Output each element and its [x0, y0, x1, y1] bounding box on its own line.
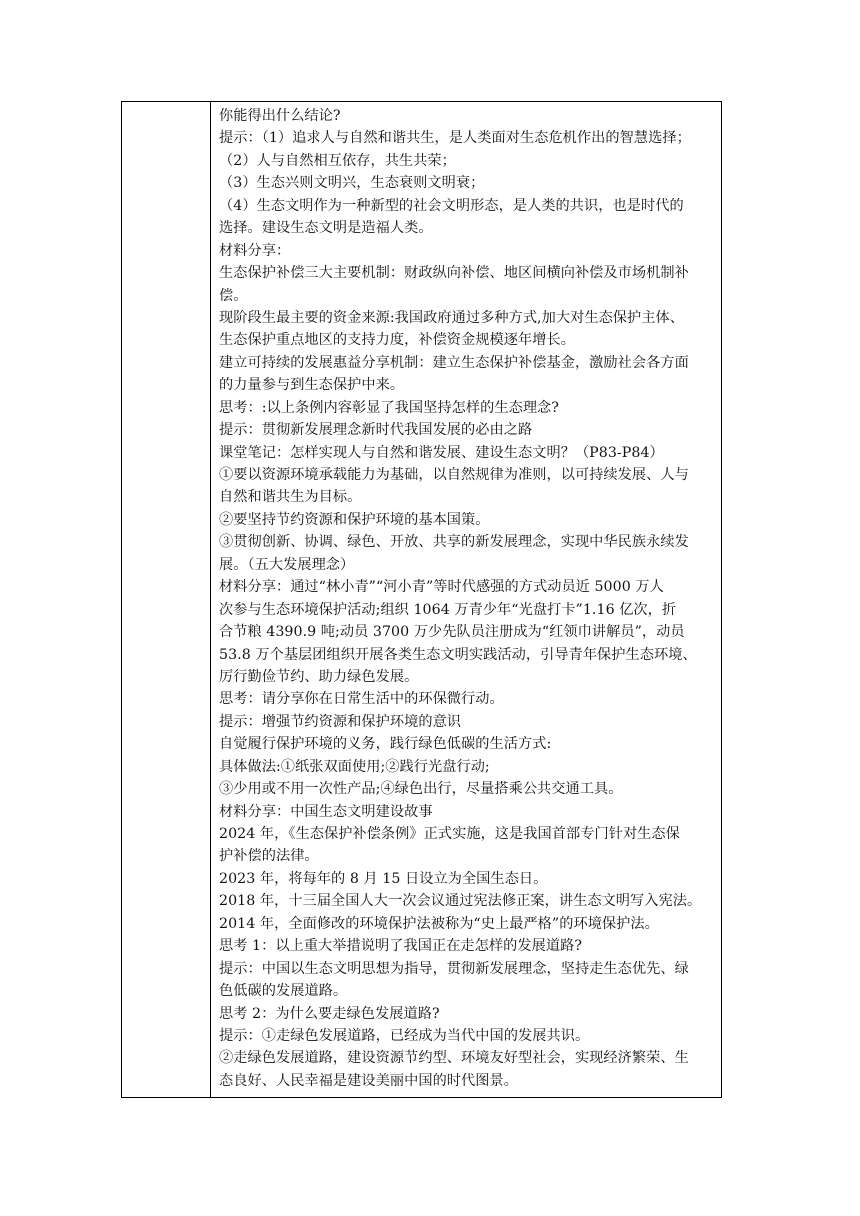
text-line: 2024 年，《生态保护补偿条例》正式实施，这是我国首部专门针对生态保 — [219, 826, 680, 842]
text-line: 生态保护重点地区的支持力度，补偿资金规模逐年增长。 — [219, 332, 575, 349]
text-line: 护补偿的法律。 — [219, 848, 319, 865]
text-line: ②要坚持节约资源和保护环境的基本国策。 — [219, 511, 490, 528]
text-line: （3）生态兴则文明兴，生态衰则文明衰； — [219, 175, 485, 192]
text-line: 合节粮 4390.9 吨;动员 3700 万少先队员注册成为“红领巾讲解员”，动员 — [219, 624, 685, 641]
text-line: 材料分享：通过“林小青”“河小青”等时代感强的方式动员近 5000 万人 — [219, 579, 664, 596]
text-line: （4）生态文明作为一种新型的社会文明形态，是人类的共识，也是时代的 — [219, 197, 684, 214]
text-line: 提示：增强节约资源和保护环境的意识 — [219, 713, 462, 730]
text-line: 的力量参与到生态保护中来。 — [219, 377, 405, 394]
left-column-cell — [122, 102, 211, 1097]
content-table — [121, 101, 722, 1098]
text-line: 自然和谐共生为目标。 — [219, 489, 362, 506]
text-line: 53.8 万个基层团组织开展各类生态文明实践活动，引导青年保护生态环境、 — [219, 646, 697, 663]
text-line: 生态保护补偿三大主要机制：财政纵向补偿、地区间横向补偿及市场机制补 — [219, 265, 689, 282]
text-line: 材料分享： — [219, 242, 291, 259]
text-line: 次参与生态环境保护活动;组织 1064 万青少年“光盘打卡”1.16 亿次，折 — [219, 601, 677, 618]
text-line: 思考：请分享你在日常生活中的环保微行动。 — [219, 691, 504, 708]
text-line: 思考 1：以上重大举措说明了我国正在走怎样的发展道路? — [219, 938, 582, 955]
text-line: 课堂笔记：怎样实现人与自然和谐发展、建设生态文明？（P83-P84） — [219, 444, 664, 461]
text-line: 偿。 — [219, 287, 248, 304]
text-line: 展。（五大发展理念） — [219, 556, 355, 573]
text-line: 提示：①走绿色发展道路，已经成为当代中国的发展共识。 — [219, 1027, 590, 1044]
text-line: ②走绿色发展道路，建设资源节约型、环境友好型社会，实现经济繁荣、生 — [219, 1050, 689, 1067]
text-line: （2）人与自然相互依存，共生共荣； — [219, 152, 456, 169]
text-line: ③少用或不用一次性产品;④绿色出行，尽量搭乘公共交通工具。 — [219, 781, 623, 798]
text-line: 2018 年，十三届全国人大一次会议通过宪法修正案，讲生态文明写入宪法。 — [219, 893, 702, 910]
text-line: 你能得出什么结论? — [219, 108, 341, 124]
text-line: 色低碳的发展道路。 — [219, 983, 348, 1000]
text-line: 提示：贯彻新发展理念新时代我国发展的必由之路 — [219, 422, 533, 439]
text-line: 2023 年，将每年的 8 月 15 日设立为全国生态日。 — [219, 870, 548, 887]
text-line: 现阶段生最主要的资金来源:我国政府通过多种方式,加大对生态保护主体、 — [219, 309, 684, 326]
text-line: 具体做法:①纸张双面使用;②践行光盘行动; — [219, 758, 490, 775]
text-line: 选择。建设生态文明是造福人类。 — [219, 220, 433, 237]
text-line: 提示：（1）追求人与自然和谐共生，是人类面对生态危机作出的智慧选择； — [219, 130, 691, 147]
text-line: 自觉履行保护环境的义务，践行绿色低碳的生活方式: — [219, 736, 552, 753]
text-line: ③贯彻创新、协调、绿色、开放、共享的新发展理念，实现中华民族永续发 — [219, 534, 689, 551]
text-line: 态良好、人民幸福是建设美丽中国的时代图景。 — [219, 1072, 518, 1089]
text-line: 厉行勤俭节约、助力绿色发展。 — [219, 668, 419, 685]
text-line: 建立可持续的发展惠益分享机制：建立生态保护补偿基金，激励社会各方面 — [219, 354, 689, 371]
text-line: 2014 年，全面修改的环境保护法被称为“史上最严格”的环境保护法。 — [219, 915, 659, 932]
text-line: 材料分享：中国生态文明建设故事 — [219, 803, 433, 820]
text-line: ①要以资源环境承载能力为基础，以自然规律为准则，以可持续发展、人与 — [219, 467, 689, 483]
text-line: 思考：:以上条例内容彰显了我国坚持怎样的生态理念? — [219, 399, 559, 416]
right-column-cell — [211, 102, 721, 1097]
text-line: 思考 2：为什么要走绿色发展道路? — [219, 1005, 440, 1022]
text-line: 提示：中国以生态文明思想为指导，贯彻新发展理念，坚持走生态优先、绿 — [219, 960, 689, 977]
